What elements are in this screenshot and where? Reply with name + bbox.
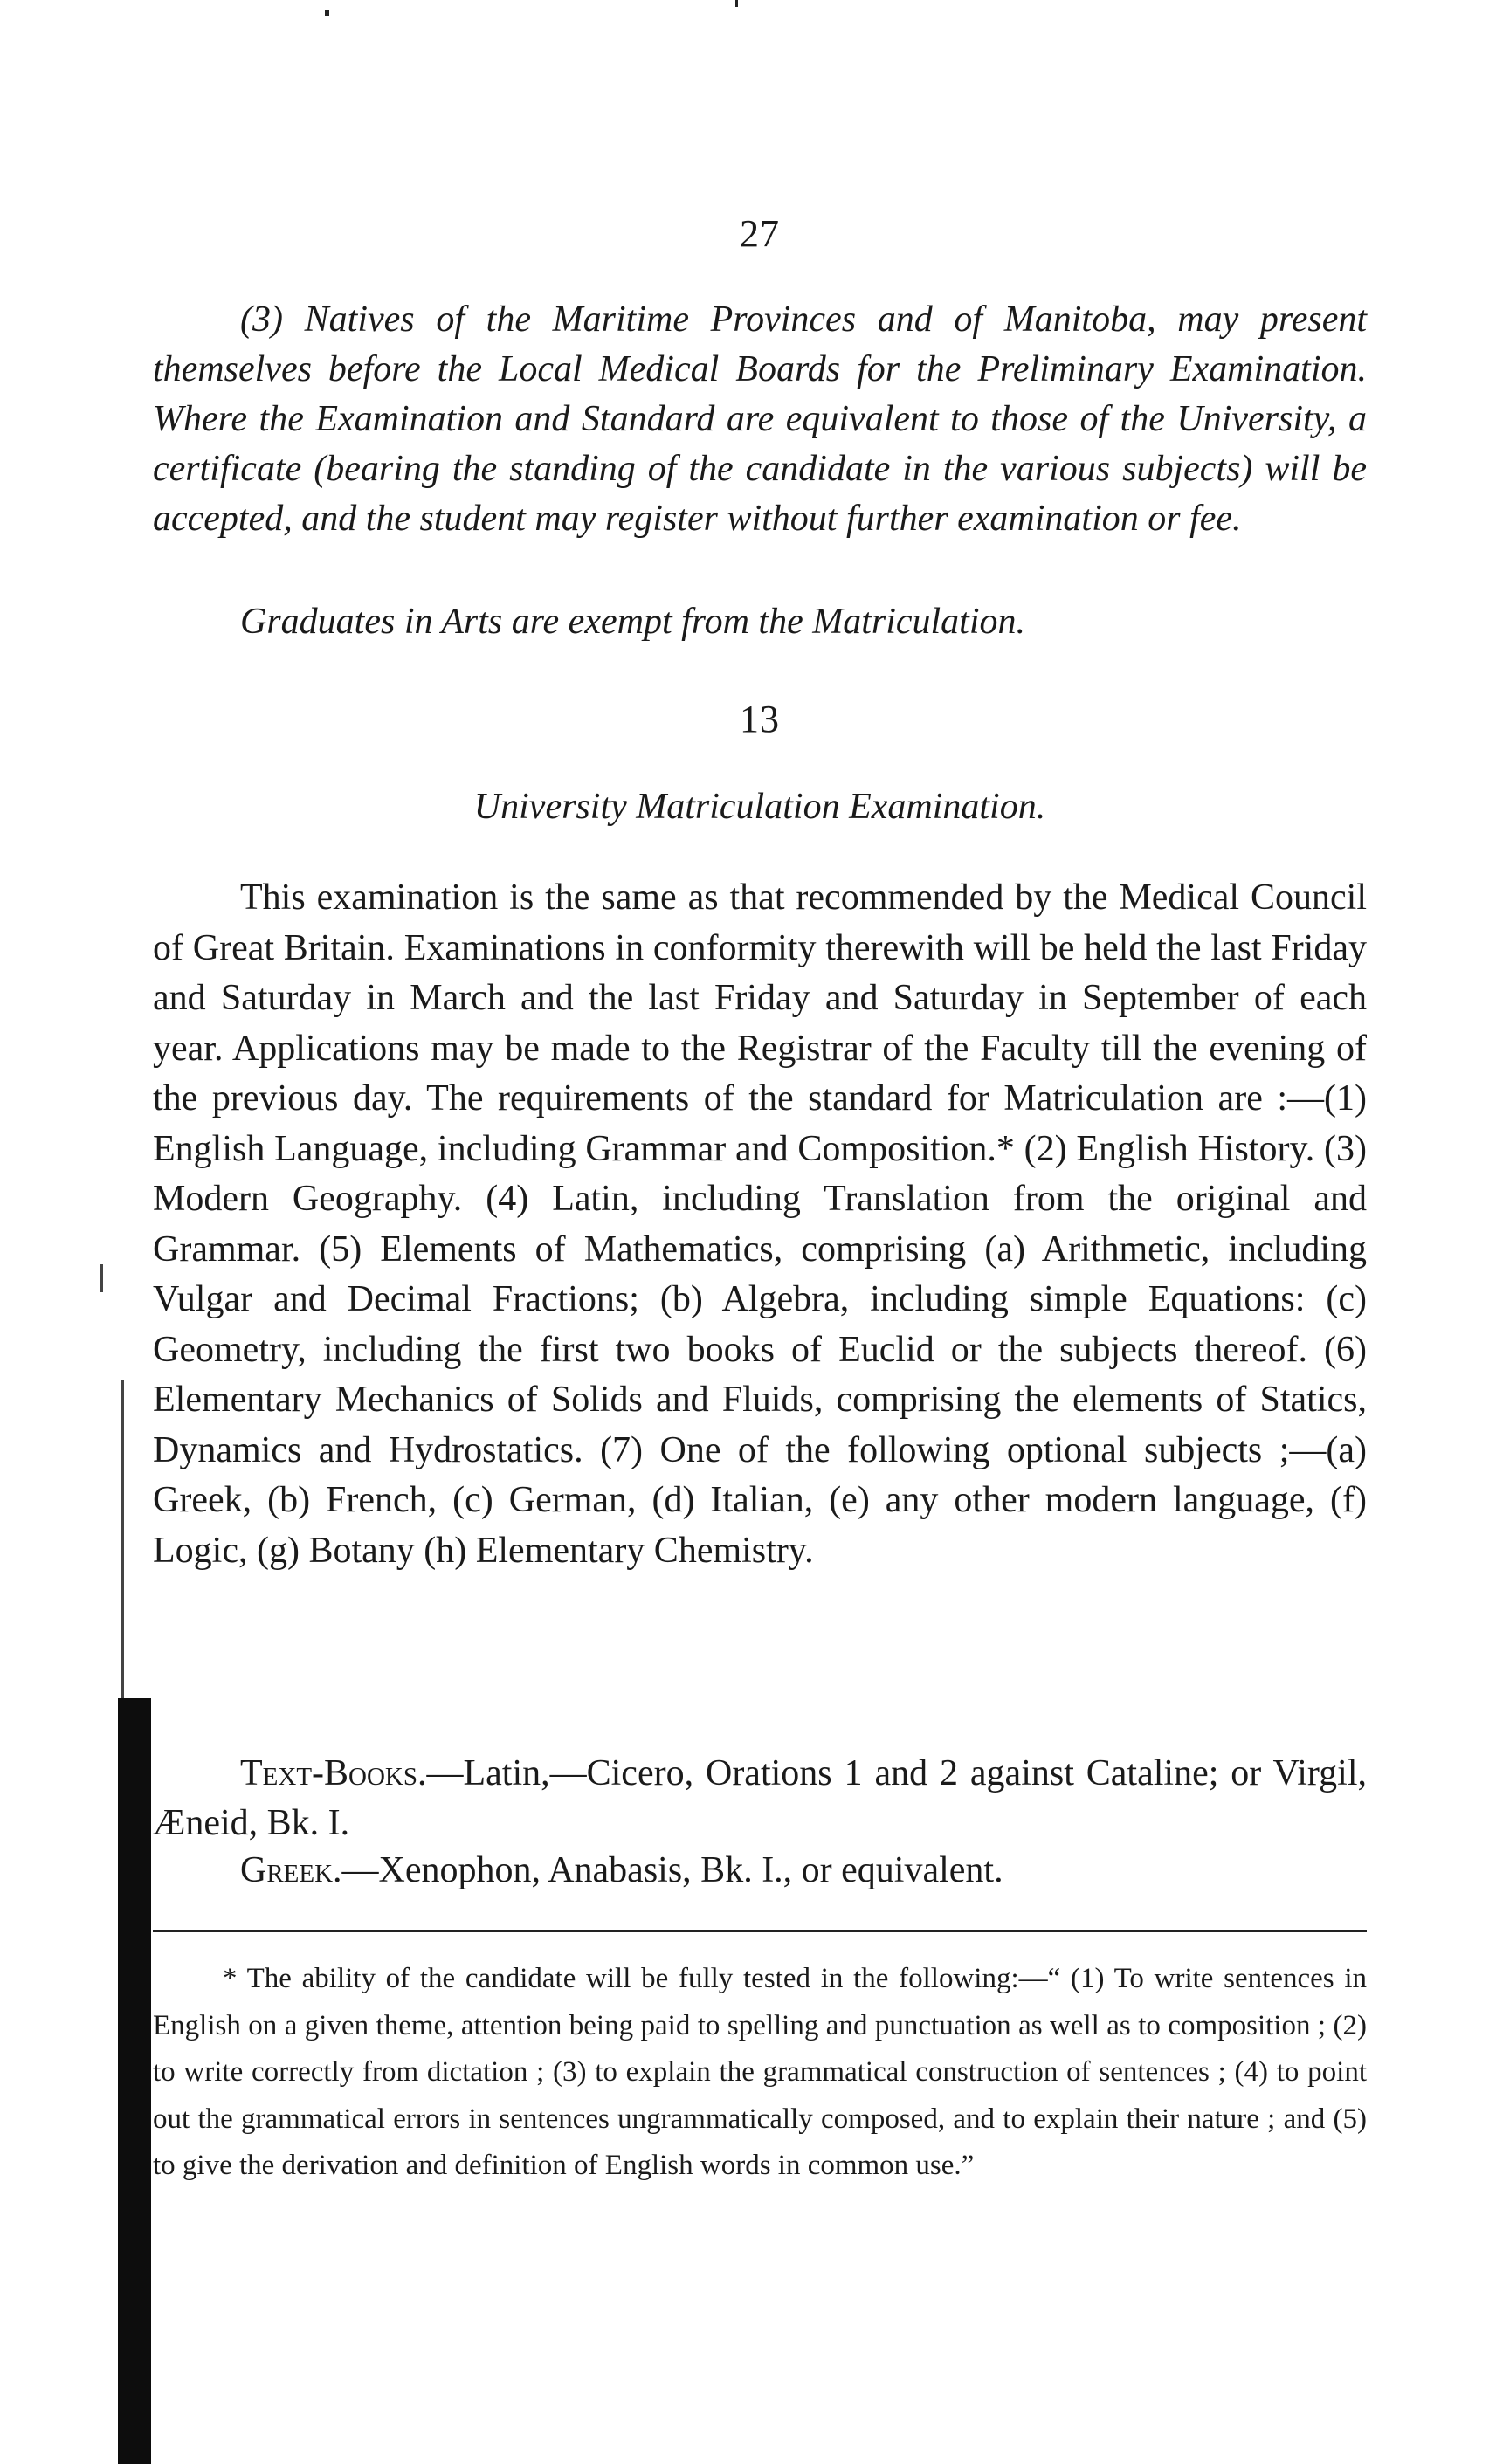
textbooks-paragraph	[153, 1749, 1367, 1848]
margin-tick-mark	[100, 1264, 103, 1292]
examination-paragraph: This examination is the same as that recommended by the Medical Council of Great Britain. Examinations in conformity therewith will be held the last Friday and Saturday in March and the last Friday and Saturday in September of each year. Applications may be made to the Registrar of the Faculty till the evening of the previous day. The requirements of the standard for Matriculation are :—(1) English Language, including Grammar and Composition.* (2) English History. (3) Modern Geography. (4) Latin, including Translation from the original and Grammar. (5) Elements of Mathematics, comprising (a) Arithmetic, including Vulgar and Decimal Fractions; (b) Algebra, including simple Equations: (c) Geometry, including the first two books of Euclid or the subjects thereof. (6) Elementary Mechanics of Solids and Fluids, comprising the elements of Statics, Dynamics and Hydrostatics. (7) One of the following optional subjects ;—(a) Greek, (b) French, (c) German, (d) Italian, (e) any other modern language, (f) Logic, (g) Botany (h) Elementary Chemistry.	[153, 878, 1367, 1571]
scan-speck-right	[735, 0, 738, 7]
section-heading: University Matriculation Examination.	[473, 787, 1046, 827]
binding-shadow-bar	[118, 1698, 151, 2464]
footnote-divider	[153, 1930, 1367, 1932]
graduates-line: Graduates in Arts are exempt from the Matriculation.	[240, 602, 1026, 642]
greek-text: —Xenophon, Anabasis, Bk. I., or equivalent.	[341, 1850, 1003, 1890]
greek-paragraph	[153, 1849, 1454, 1891]
section-number: 13	[740, 698, 780, 740]
footnote: * The ability of the candidate will be fully tested in the following:—“ (1) To write sentences in English on a given theme, attention being paid to spelling and punctuation as well as to composition ; (2) to write correctly from dictation ; (3) to explain the grammatical construction of sentences ; (4) to point out the grammatical errors in sentences ungrammatically composed, and to explain their nature ; and (5) to give the derivation and definition of English words in common use.”	[153, 1963, 1367, 2181]
textbooks-text: —Latin,—Cicero, Orations 1 and 2 against Cataline; or Virgil, Æneid, Bk. I.	[153, 1753, 1367, 1843]
binding-edge-line	[121, 1380, 124, 1703]
greek-label: Greek.	[240, 1850, 342, 1890]
page-number: 27	[740, 212, 780, 255]
textbooks-label: Text-Books.	[240, 1753, 427, 1793]
natives-paragraph: (3) Natives of the Maritime Provinces and of Manitoba, may present themselves before the Local Medical Boards for the Preliminary Examination. Where the Examination and Standard are equivalent to those of the University, a certificate (bearing the standing of the candidate in the various subjects) will be accepted, and the student may register without further examination or fee.	[153, 299, 1367, 539]
scan-speck-left	[325, 10, 329, 16]
